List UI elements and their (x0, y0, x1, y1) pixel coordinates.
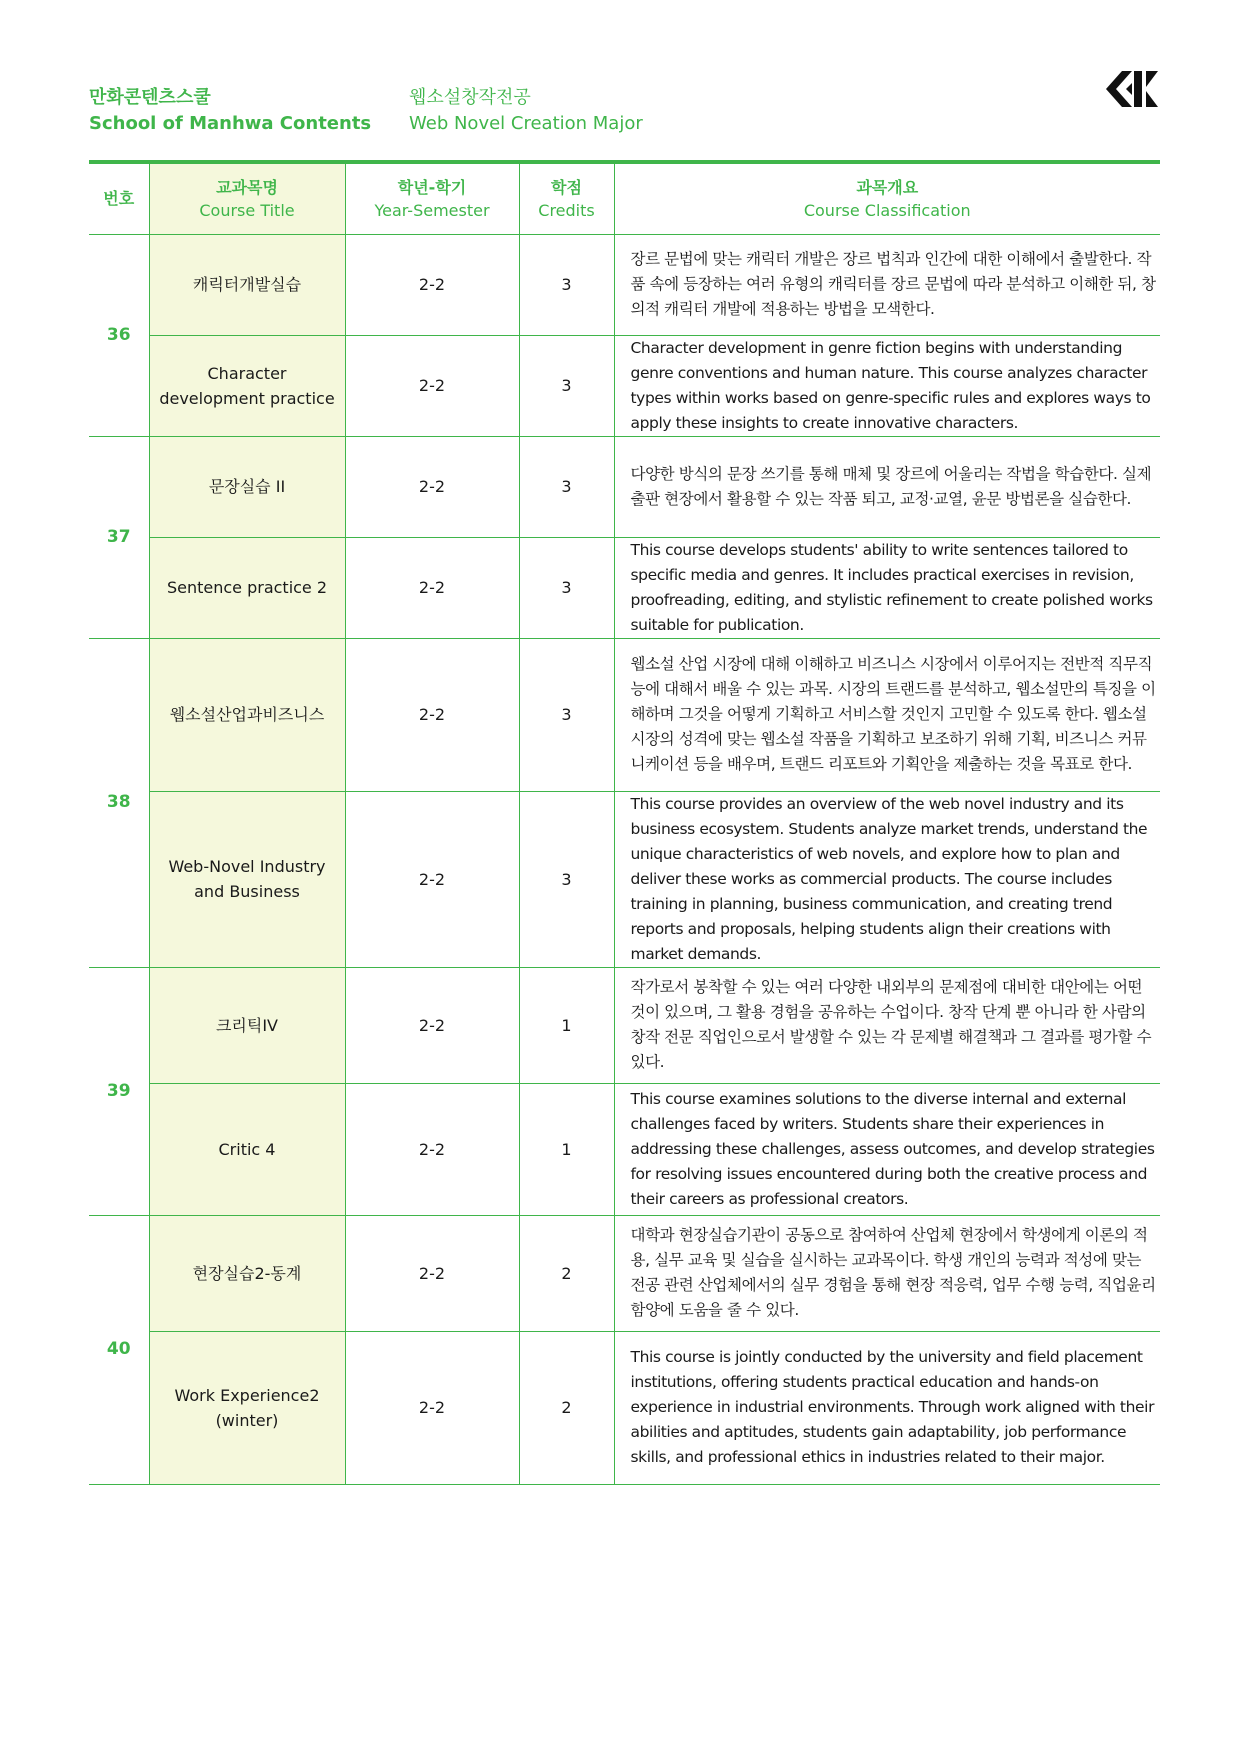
credits: 1 (519, 967, 614, 1083)
course-number: 40 (89, 1215, 149, 1484)
header-credits: 학점 Credits (519, 164, 614, 234)
year-semester: 2-2 (345, 967, 519, 1083)
course-description-ko: 웹소설 산업 시장에 대해 이해하고 비즈니스 시장에서 이루어지는 전반적 직무직능에 대해서 배울 수 있는 과목. 시장의 트랜드를 분석하고, 웹소설만의 특징을 이해하며 그것을 어떻게 기획하고 서비스할 것인지 고민할 수 있도록 한다. 웹소설 시장의 성격에 맞는 웹소설 작품을 기획하고 보조하기 위해 기획, 비즈니스 커뮤니케이션 등을 배우며, 트랜드 리포트와 기획안을 제출하는 것을 목표로 한다. (614, 638, 1160, 791)
course-number: 36 (89, 234, 149, 436)
page-header (89, 85, 1160, 145)
table-row (89, 791, 1160, 967)
course-title-ko: 문장실습 II (149, 436, 345, 537)
year-semester: 2-2 (345, 335, 519, 436)
course-title-en: Character development practice (149, 335, 345, 436)
course-description-en: This course is jointly conducted by the university and field placement institutions, offering students practical education and hands-on experience in industrial environments. Through work aligned with their abilities and aptitudes, students gain adaptability, job performance skills, and professional ethics in industries related to their major. (614, 1331, 1160, 1484)
table-row (89, 537, 1160, 638)
course-number: 37 (89, 436, 149, 638)
course-table (89, 164, 1160, 1485)
course-description-ko: 장르 문법에 맞는 캐릭터 개발은 장르 법칙과 인간에 대한 이해에서 출발한다. 작품 속에 등장하는 여러 유형의 캐릭터를 장르 문법에 따라 분석하고 이해한 뒤, 창의적 캐릭터 개발에 적용하는 방법을 모색한다. (614, 234, 1160, 335)
course-description-en: This course provides an overview of the web novel industry and its business ecosystem. Students analyze market trends, understand the unique characteristics of web novels, and explore how to plan and deliver these works as commercial products. The course includes training in planning, business communication, and creating trend reports and proposals, helping students align their creations with market demands. (614, 791, 1160, 967)
year-semester: 2-2 (345, 791, 519, 967)
course-title-en: Critic 4 (149, 1083, 345, 1215)
table-row (89, 335, 1160, 436)
year-semester: 2-2 (345, 537, 519, 638)
credits: 3 (519, 537, 614, 638)
course-number: 38 (89, 638, 149, 967)
credits: 1 (519, 1083, 614, 1215)
course-description-en: This course develops students' ability to write sentences tailored to specific media and genres. It includes practical exercises in revision, proofreading, editing, and stylistic refinement to create polished works suitable for publication. (614, 537, 1160, 638)
course-description-en: Character development in genre fiction begins with understanding genre conventions and human nature. This course analyzes character types within works based on genre-specific rules and explores ways to apply these insights to create innovative characters. (614, 335, 1160, 436)
table-row (89, 1083, 1160, 1215)
course-title-ko: 웹소설산업과비즈니스 (149, 638, 345, 791)
course-number: 39 (89, 967, 149, 1215)
year-semester: 2-2 (345, 1215, 519, 1331)
credits: 2 (519, 1215, 614, 1331)
table-row (89, 1331, 1160, 1484)
course-description-ko: 대학과 현장실습기관이 공동으로 참여하여 산업체 현장에서 학생에게 이론의 적용, 실무 교육 및 실습을 실시하는 교과목이다. 학생 개인의 능력과 적성에 맞는 전공 관련 산업체에서의 실무 경험을 통해 현장 적응력, 업무 수행 능력, 직업윤리 함양에 도움을 줄 수 있다. (614, 1215, 1160, 1331)
table-row (89, 234, 1160, 335)
department-name-en: School of Manhwa Contents (89, 113, 372, 134)
table-row (89, 638, 1160, 791)
department (89, 85, 371, 137)
course-description-en: This course examines solutions to the diverse internal and external challenges faced by writers. Students share their experiences in addressing these challenges, assess outcomes, and develop strategies for resolving issues encountered during both the creative process and their careers as professional creators. (614, 1083, 1160, 1215)
table-row (89, 436, 1160, 537)
course-description-ko: 작가로서 봉착할 수 있는 여러 다양한 내외부의 문제점에 대비한 대안에는 어떤 것이 있으며, 그 활용 경험을 공유하는 수업이다. 창작 단계 뿐 아니라 한 사람의 창작 전문 직업인으로서 발생할 수 있는 각 문제별 해결책과 그 결과를 평가할 수 있다. (614, 967, 1160, 1083)
major (409, 85, 643, 137)
year-semester: 2-2 (345, 436, 519, 537)
credits: 3 (519, 436, 614, 537)
course-title-ko: 크리틱IV (149, 967, 345, 1083)
year-semester: 2-2 (345, 1331, 519, 1484)
major-name-ko: 웹소설창작전공 (409, 87, 531, 108)
major-name-en: Web Novel Creation Major (409, 113, 643, 134)
year-semester: 2-2 (345, 234, 519, 335)
header-year-semester: 학년-학기 Year-Semester (345, 164, 519, 234)
credits: 3 (519, 791, 614, 967)
header-course-classification: 과목개요 Course Classification (614, 164, 1160, 234)
course-title-ko: 현장실습2-동계 (149, 1215, 345, 1331)
department-name-ko: 만화콘텐츠스쿨 (89, 87, 211, 108)
school-logo-icon (1102, 69, 1160, 109)
course-title-en: Work Experience2 (winter) (149, 1331, 345, 1484)
course-title-en: Sentence practice 2 (149, 537, 345, 638)
credits: 2 (519, 1331, 614, 1484)
credits: 3 (519, 234, 614, 335)
table-header-row (89, 164, 1160, 234)
header-number: 번호 (89, 164, 149, 234)
table-row (89, 967, 1160, 1083)
header-course-title: 교과목명 Course Title (149, 164, 345, 234)
credits: 3 (519, 638, 614, 791)
year-semester: 2-2 (345, 1083, 519, 1215)
table-row (89, 1215, 1160, 1331)
course-title-ko: 캐릭터개발실습 (149, 234, 345, 335)
course-description-ko: 다양한 방식의 문장 쓰기를 통해 매체 및 장르에 어울리는 작법을 학습한다. 실제 출판 현장에서 활용할 수 있는 작품 퇴고, 교정·교열, 윤문 방법론을 실습한다. (614, 436, 1160, 537)
credits: 3 (519, 335, 614, 436)
course-title-en: Web-Novel Industry and Business (149, 791, 345, 967)
year-semester: 2-2 (345, 638, 519, 791)
